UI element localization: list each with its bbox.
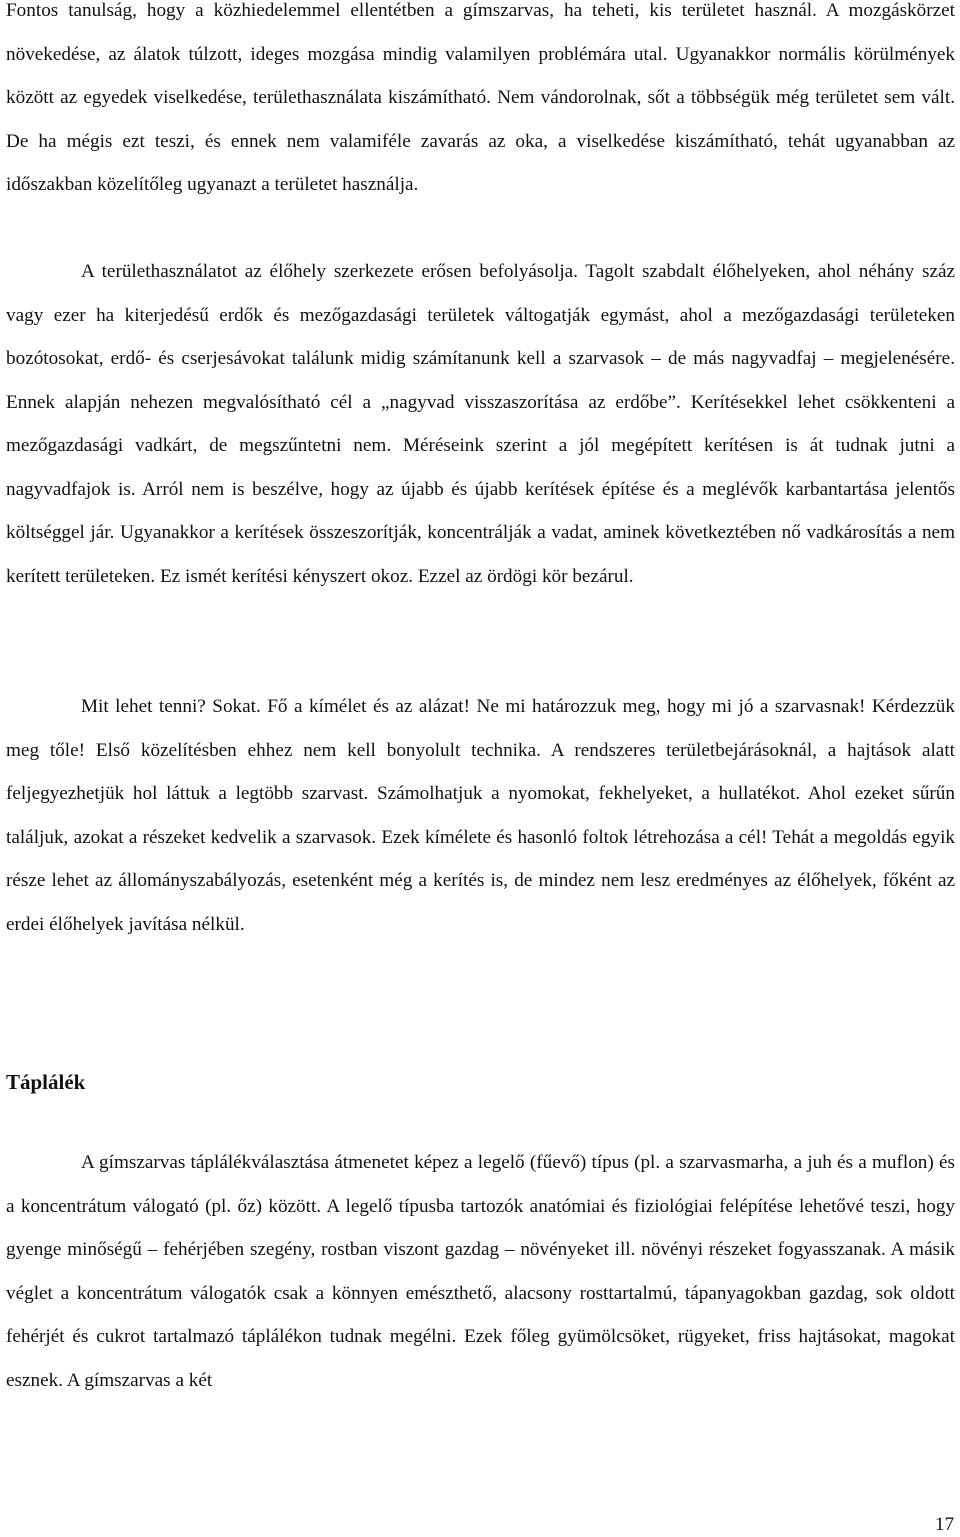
- paragraph-habitat: A területhasználatot az élőhely szerkezete erősen befolyásolja. Tagolt szabdalt élőhelyeken, ahol néhány száz vagy ezer ha kiterjedésű erdők és mezőgazdasági területek váltogatják egymást, ahol a mezőgazdasági területeken bozótosokat, erdő- és cserjesávokat találunk midig számítanunk kell a szarvasok – de más nagyvadfaj – megjelenésére. Ennek alapján nehezen megvalósítható cél a „nagyvad visszaszorítása az erdőbe”. Kerítésekkel lehet csökkenteni a mezőgazdasági vadkárt, de megszűntetni nem. Méréseink szerint a jól megépített kerítésen is át tudnak jutni a nagyvadfajok is. Arról nem is beszélve, hogy az újabb és újabb kerítések építése és a meglévők karbantartása jelentős költséggel jár. Ugyanakkor a kerítések összeszorítják, koncentrálják a vadat, aminek következtében nő vadkárosítás a nem kerített területeken. Ez ismét kerítési kényszert okoz. Ezzel az ördögi kör bezárul.: [6, 261, 955, 587]
- section-heading: Táplálék: [6, 1070, 86, 1094]
- paragraph-solution: Mit lehet tenni? Sokat. Fő a kímélet és az alázat! Ne mi határozzuk meg, hogy mi jó a szarvasnak! Kérdezzük meg tőle! Első közelítésben ehhez nem kell bonyolult technika. A rendszeres területbejárásoknál, a hajtások alatt feljegyezhetjük hol láttuk a legtöbb szarvast. Számolhatjuk a nyomokat, fekhelyeket, a hullatékot. Ahol ezeket sűrűn találjuk, azokat a részeket kedvelik a szarvasok. Ezek kímélete és hasonló foltok létrehozása a cél! Tehát a megoldás egyik része lehet az állományszabályozás, esetenként még a kerítés is, de mindez nem lesz eredményes az élőhelyek, főként az erdei élőhelyek javítása nélkül.: [6, 696, 955, 935]
- page-number: 17: [935, 1514, 954, 1535]
- paragraph-food: A gímszarvas táplálékválasztása átmenetet képez a legelő (fűevő) típus (pl. a szarvasmarha, a juh és a muflon) és a koncentrátum válogató (pl. őz) között. A legelő típusba tartozók anatómiai és fiziológiai felépítése lehetővé teszi, hogy gyenge minőségű – fehérjében szegény, rostban viszont gazdag – növényeket ill. növényi részeket fogyasszanak. A másik véglet a koncentrátum válogatók csak a könnyen emészthető, alacsony rosttartalmú, tápanyagokban gazdag, sok oldott fehérjét és cukrot tartalmazó táplálékon tudnak megélni. Ezek főleg gyümölcsöket, rügyeket, friss hajtásokat, magokat esznek. A gímszarvas a két: [6, 1152, 955, 1391]
- paragraph-intro: Fontos tanulság, hogy a közhiedelemmel ellentétben a gímszarvas, ha teheti, kis területet használ. A mozgáskörzet növekedése, az álatok túlzott, ideges mozgása mindig valamilyen problémára utal. Ugyanakkor normális körülmények között az egyedek viselkedése, területhasználata kiszámítható. Nem vándorolnak, sőt a többségük még területet sem vált. De ha mégis ezt teszi, és ennek nem valamiféle zavarás az oka, a viselkedése kiszámítható, tehát ugyanabban az időszakban közelítőleg ugyanazt a területet használja.: [6, 0, 955, 195]
